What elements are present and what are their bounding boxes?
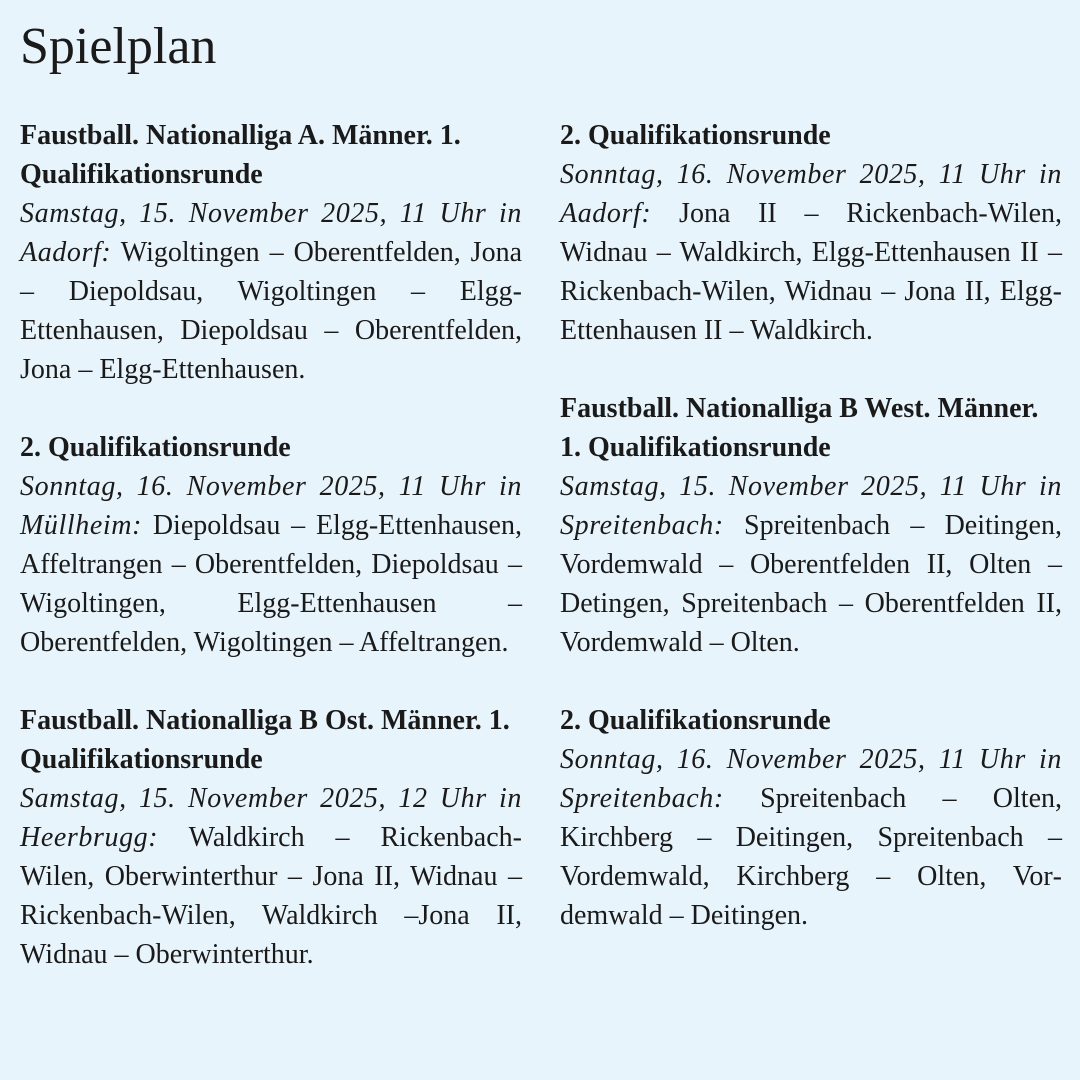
block-body [560,740,1062,935]
block-heading: Faustball. Nationalliga A. Männer. 1. Qualifikationsrunde [20,120,461,190]
left-column [20,116,522,1013]
block-heading: Faustball. Nationalliga B West. Männer. 1. Qualifikationsrunde [560,393,1039,463]
schedule-block-nlb-ost-round-2 [560,116,1062,350]
block-games: Spreitenbach – Deitingen, Vordemwald – Oberentfelden II, Olten – Detingen, Spreitenbach – Oberentfelden II, Vordemwald – Olten. [560,510,1062,658]
block-heading: 2. Qualifikationsrunde [20,432,291,463]
block-games: Diepoldsau – Elgg-Ettenhausen, Affeltrangen – Oberentfelden, Diepoldsau – Wigoltingen, Elgg-Ettenhausen – Oberentfelden, Wigoltingen – Affeltrangen. [20,510,522,658]
schedule-block-nlb-west-round-1 [560,389,1062,662]
block-body [560,155,1062,350]
block-games: Spreitenbach – Olten, Kirchberg – Deitingen, Spreitenbach – Vordemwald, Kirchberg – Olten, Vordemwald – Deitingen. [560,783,1062,931]
schedule-block-nla-round-1 [20,116,522,389]
block-body [20,467,522,662]
schedule-block-nlb-west-round-2 [560,701,1062,935]
right-column [560,116,1062,1013]
block-date: Sonntag, 16. November 2025, 11 Uhr in Müllheim: [20,471,522,541]
block-body [20,779,522,974]
schedule-block-nla-round-2 [20,428,522,662]
block-body [20,194,522,389]
block-heading: Faustball. Nationalliga B Ost. Männer. 1. Qualifikationsrunde [20,705,510,775]
page-title: Spielplan [20,18,217,75]
schedule-columns [20,116,1062,1013]
block-games: Wigoltingen – Oberentfelden, Jona – Diepoldsau, Wigoltingen – Elgg-Ettenhausen, Diepoldsau – Oberentfelden, Jona – Elgg-Ettenhausen. [20,237,522,385]
block-date: Sonntag, 16. November 2025, 11 Uhr in Aadorf: [560,159,1062,229]
block-date: Sonntag, 16. November 2025, 11 Uhr in Spreitenbach: [560,744,1062,814]
block-games: Waldkirch – Rickenbach-Wilen, Oberwinterthur – Jona II, Widnau – Rickenbach-Wilen, Waldkirch –Jona II, Widnau – Oberwinterthur. [20,822,522,970]
block-heading: 2. Qualifikationsrunde [560,705,831,736]
block-date: Samstag, 15. November 2025, 11 Uhr in Aadorf: [20,198,522,268]
block-games: Jona II – Rickenbach-Wilen, Widnau – Waldkirch, Elgg-Ettenhausen II – Rickenbach-Wilen, Widnau – Jona II, Elgg-Ettenhausen II – Waldkirch. [560,198,1062,346]
block-date: Samstag, 15. November 2025, 12 Uhr in Heerbrugg: [20,783,522,853]
schedule-block-nlb-ost-round-1 [20,701,522,974]
block-heading: 2. Qualifikationsrunde [560,120,831,151]
block-date: Samstag, 15. November 2025, 11 Uhr in Spreitenbach: [560,471,1062,541]
block-body [560,467,1062,662]
